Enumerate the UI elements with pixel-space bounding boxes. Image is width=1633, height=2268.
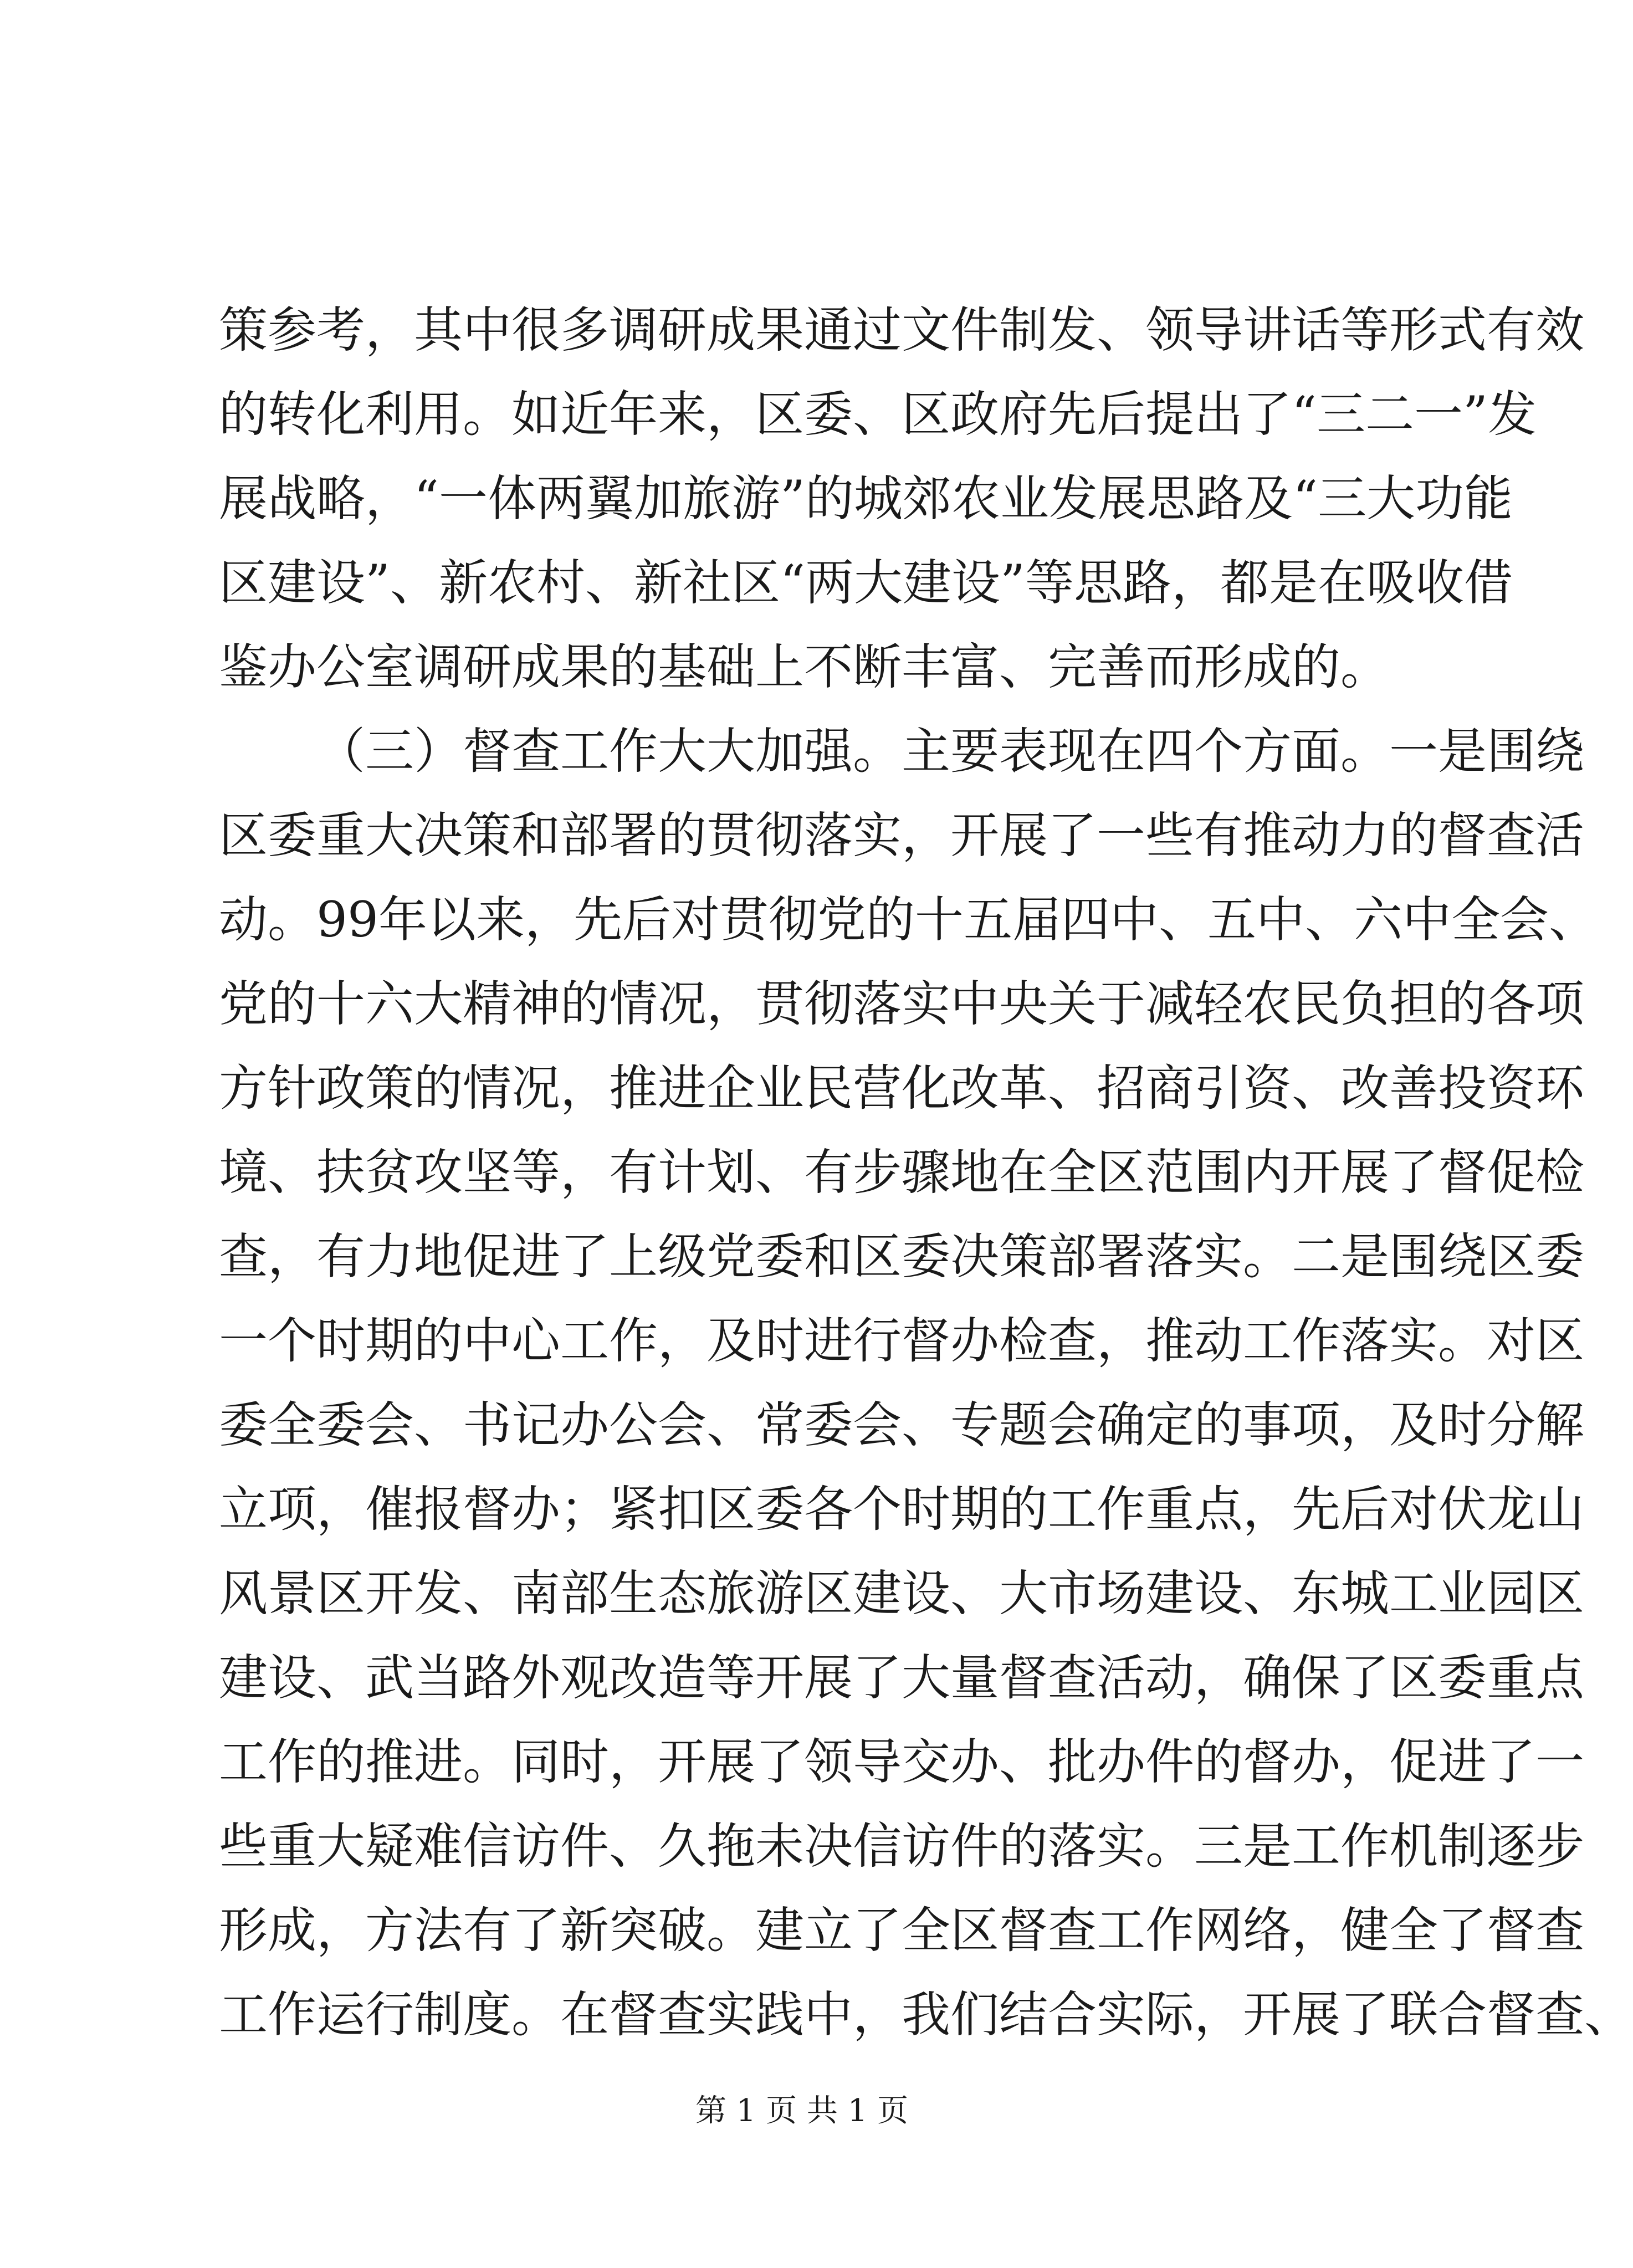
text-line: 些重大疑难信访件、久拖未决信访件的落实。三是工作机制逐步 bbox=[219, 1818, 1585, 1875]
text-line: 区建设”、新农村、新社区“两大建设”等思路，都是在吸收借 bbox=[219, 554, 1513, 611]
text-line: 一个时期的中心工作，及时进行督办检查，推动工作落实。对区 bbox=[219, 1312, 1585, 1369]
text-line: 策参考，其中很多调研成果通过文件制发、领导讲话等形式有效 bbox=[219, 301, 1585, 359]
text-line: 展战略，“一体两翼加旅游”的城郊农业发展思路及“三大功能 bbox=[219, 470, 1513, 527]
page-number-footer: 第 1 页 共 1 页 bbox=[695, 2093, 909, 2129]
text-line: 工作运行制度。在督查实践中，我们结合实际，开展了联合督查、 bbox=[219, 1986, 1633, 2043]
text-line: 鉴办公室调研成果的基础上不断丰富、完善而形成的。 bbox=[219, 638, 1390, 695]
body-text bbox=[219, 288, 1633, 2057]
text-line: 风景区开发、南部生态旅游区建设、大市场建设、东城工业园区 bbox=[219, 1565, 1585, 1622]
text-line: 委全委会、书记办公会、常委会、专题会确定的事项，及时分解 bbox=[219, 1396, 1585, 1453]
text-line: 建设、武当路外观改造等开展了大量督查活动，确保了区委重点 bbox=[219, 1649, 1585, 1706]
text-line: 方针政策的情况，推进企业民营化改革、招商引资、改善投资环 bbox=[219, 1059, 1585, 1117]
text-line: 区委重大决策和部署的贯彻落实，开展了一些有推动力的督查活 bbox=[219, 807, 1585, 864]
text-line: 形成，方法有了新突破。建立了全区督查工作网络，健全了督查 bbox=[219, 1902, 1585, 1959]
text-line: 境、扶贫攻坚等，有计划、有步骤地在全区范围内开展了督促检 bbox=[219, 1144, 1585, 1201]
text-line: 立项，催报督办；紧扣区委各个时期的工作重点，先后对伏龙山 bbox=[219, 1481, 1585, 1538]
text-line: （三）督查工作大大加强。主要表现在四个方面。一是围绕 bbox=[316, 723, 1585, 780]
text-line: 动。99年以来，先后对贯彻党的十五届四中、五中、六中全会、 bbox=[219, 891, 1598, 948]
text-line: 查，有力地促进了上级党委和区委决策部署落实。二是围绕区委 bbox=[219, 1228, 1585, 1285]
text-line: 党的十六大精神的情况，贯彻落实中央关于减轻农民负担的各项 bbox=[219, 975, 1585, 1032]
text-line: 的转化利用。如近年来，区委、区政府先后提出了“三二一”发 bbox=[219, 386, 1537, 443]
text-line: 工作的推进。同时，开展了领导交办、批办件的督办，促进了一 bbox=[219, 1733, 1585, 1790]
